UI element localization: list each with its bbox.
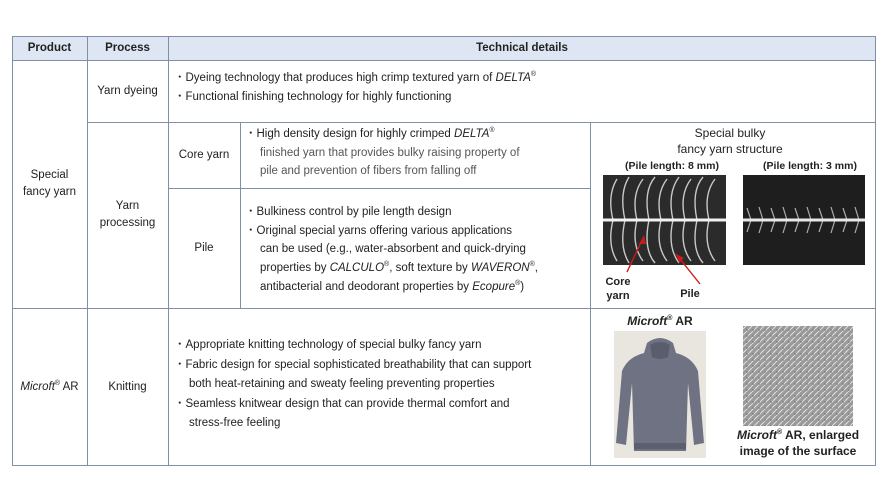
pile-length-3-label: (Pile length: 3 mm) (763, 160, 857, 172)
product-special-fancy-yarn (12, 60, 87, 308)
subprocess-pile: Pile (194, 241, 214, 254)
brand-delta: DELTA (495, 72, 531, 84)
brand-delta: DELTA (454, 128, 490, 140)
detail-text: ・Fabric design for special sophisticated breathability that can support (174, 358, 532, 371)
pile-details (245, 203, 538, 297)
brand-calculo: CALCULO (329, 262, 385, 275)
header-product: Product (12, 36, 87, 60)
detail-text: ・Functional finishing technology for highly functioning (174, 90, 452, 103)
surface-caption (720, 428, 876, 459)
registered-mark: ® (667, 315, 673, 322)
detail-text: ・High density design for highly crimped (245, 128, 455, 140)
technical-table (12, 36, 876, 466)
table-border (12, 36, 876, 37)
row-divider (87, 122, 876, 123)
process-label-line: processing (99, 217, 156, 229)
knitting-details (174, 336, 531, 434)
pile-label: Pile (680, 288, 700, 300)
row-divider (168, 188, 590, 189)
column-divider (590, 122, 591, 466)
caption-text: AR, enlarged (782, 428, 860, 442)
row-divider (12, 308, 876, 309)
figure-title-line: fancy yarn structure (677, 141, 783, 156)
detail-text: , soft texture by (389, 262, 472, 275)
process-yarn-dyeing: Yarn dyeing (97, 84, 158, 97)
product-suffix: AR (62, 380, 79, 393)
core-yarn-details (245, 125, 520, 181)
column-divider (240, 122, 241, 308)
registered-mark: ® (530, 71, 537, 78)
column-divider (87, 36, 88, 466)
label-line: Core (605, 276, 631, 288)
brand-microft: Microft (627, 314, 668, 328)
table-border (12, 36, 13, 466)
header-process: Process (87, 36, 168, 60)
process-yarn-processing (87, 122, 168, 308)
registered-mark: ® (515, 279, 521, 287)
detail-text: ) (520, 280, 525, 293)
registered-mark: ® (54, 379, 61, 387)
brand-waveron: WAVERON (471, 262, 530, 275)
microft-ar-title (610, 314, 710, 330)
brand-microft: Microft (20, 380, 55, 393)
detail-text: finished yarn that provides bulky raising property of (260, 146, 520, 159)
label-line: yarn (606, 289, 630, 302)
brand-ecopure: Ecopure (472, 280, 516, 293)
registered-mark: ® (776, 429, 783, 436)
detail-text: ・Original special yarns offering various applications (245, 224, 512, 237)
pile-3mm-photo (743, 175, 865, 265)
product-label-line: fancy yarn (22, 186, 77, 198)
detail-text: ・Seamless knitwear design that can provide thermal comfort and (174, 397, 510, 410)
product-microft-ar (12, 308, 87, 466)
column-divider (168, 36, 169, 466)
core-yarn-label (600, 276, 636, 304)
detail-text: ・Appropriate knitting technology of special bulky fancy yarn (174, 339, 482, 351)
detail-text: ・Bulkiness control by pile length design (245, 206, 452, 218)
detail-text: properties by (260, 262, 330, 275)
detail-text: stress-free feeling (189, 417, 281, 430)
pile-length-8-label: (Pile length: 8 mm) (625, 160, 719, 172)
registered-mark: ® (529, 261, 535, 269)
registered-mark: ® (384, 261, 390, 269)
detail-text: can be used (e.g., water-absorbent and quick-drying (260, 243, 526, 256)
table-border (12, 465, 876, 466)
process-label-line: Yarn (115, 200, 140, 213)
brand-microft: Microft (736, 428, 777, 442)
header-divider (12, 60, 876, 61)
process-knitting: Knitting (108, 380, 147, 393)
surface-photo (743, 326, 853, 426)
detail-text: pile and prevention of fibers from falling off (260, 165, 477, 178)
sweater-photo (614, 331, 706, 458)
detail-text: both heat-retaining and sweaty feeling preventing properties (189, 378, 495, 391)
detail-text: ・Dyeing technology that produces high crimp textured yarn of (174, 72, 496, 84)
dyeing-details (174, 69, 536, 106)
registered-mark: ® (489, 127, 495, 134)
subprocess-core-yarn: Core yarn (178, 148, 230, 161)
product-label-line: Special (30, 169, 69, 182)
table-border (875, 36, 876, 466)
yarn-structure-title (610, 126, 850, 157)
title-suffix: AR (672, 314, 693, 328)
header-technical-details: Technical details (168, 36, 876, 60)
caption-text: image of the surface (739, 443, 857, 458)
figure-title-line: Special bulky (694, 126, 766, 140)
detail-text: , (534, 262, 538, 275)
detail-text: antibacterial and deodorant properties by (260, 280, 473, 293)
